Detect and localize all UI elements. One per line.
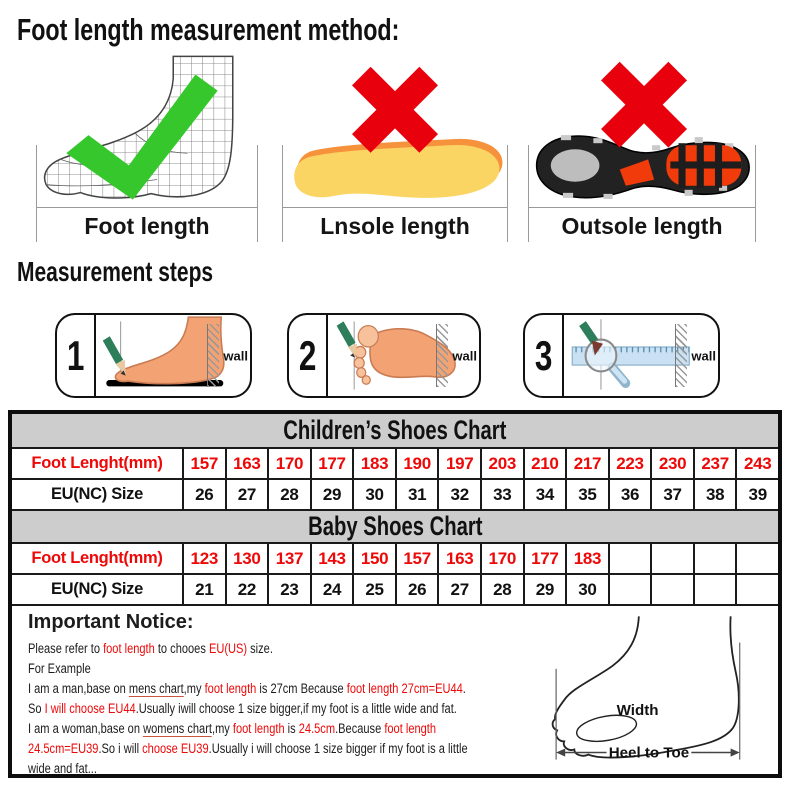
chart-cell: 34 [523,480,566,509]
row-label: EU(NC) Size [50,580,144,598]
eu-size-row [12,573,778,604]
chart-cell: 137 [267,544,310,573]
row-label: Foot Lenght(mm) [31,454,163,472]
chart-cell: 197 [437,449,480,478]
chart-cell: 210 [523,449,566,478]
chart-cell [608,544,651,573]
chart-cell [735,544,778,573]
chart-header [12,414,778,447]
chart-cell: 27 [437,575,480,604]
figure-outsole-length [528,52,756,242]
notice-line: 24.5cm=EU39.So i will choose EU39.Usually i will choose 1 size bigger if my foot is a little [28,741,468,756]
step-3-illustration [564,315,718,396]
chart-cell: 31 [395,480,438,509]
step-1-illustration [96,315,250,396]
chart-cell: 33 [480,480,523,509]
step-1-box [55,313,252,398]
heel-to-toe-label: Heel to Toe [608,744,690,762]
chart-cell [735,575,778,604]
chart-cell: 223 [608,449,651,478]
notice-line: wide and fat... [28,761,97,776]
chart-cell [650,544,693,573]
wall-label: wall [452,348,477,363]
chart-cell [608,575,651,604]
step-number: 1 [57,315,96,396]
baby-shoes-chart [12,509,778,604]
foot-measure-diagram [542,610,772,770]
chart-cell: 39 [735,480,778,509]
chart-cell: 28 [480,575,523,604]
row-label: EU(NC) Size [50,485,144,503]
figure-label: Outsole length [561,213,723,239]
figure-foot-length [36,52,258,242]
chart-cell: 29 [523,575,566,604]
steps-heading [17,256,278,288]
notice-line: I am a man,base on mens chart,my foot length is 27cm Because foot length 27cm=EU44. [28,681,466,696]
chart-cell: 25 [352,575,395,604]
chart-cell: 22 [225,575,268,604]
row-label: Foot Lenght(mm) [31,549,163,567]
chart-cell: 217 [565,449,608,478]
notice-line: I am a woman,base on womens chart,my foot length is 24.5cm.Because foot length [28,721,437,736]
notice-heading: Important Notice: [28,611,194,633]
chart-cell: 123 [182,544,225,573]
chart-cell: 230 [650,449,693,478]
chart-cell: 26 [395,575,438,604]
chart-cell: 237 [693,449,736,478]
foot-length-row [12,542,778,573]
pencil-icon [340,324,352,345]
chart-cell [693,544,736,573]
chart-cell: 157 [182,449,225,478]
page-title [17,12,527,48]
chart-cell: 23 [267,575,310,604]
wall-hatch [675,324,687,387]
wall-hatch [436,324,448,387]
pencil-icon [106,338,119,361]
chart-title: Children’s Shoes Chart [283,415,507,445]
wall-hatch [207,324,219,387]
chart-title: Baby Shoes Chart [307,511,483,541]
pencil-icon [582,324,594,342]
wall-label: wall [223,348,248,363]
chart-cell: 24 [310,575,353,604]
notice-line: Please refer to foot length to chooes EU(US) size. [28,641,273,656]
chart-cell: 29 [310,480,353,509]
chart-cell: 32 [437,480,480,509]
chart-cell: 177 [310,449,353,478]
chart-cell: 30 [352,480,395,509]
chart-cell: 203 [480,449,523,478]
figure-insole-length [282,52,508,242]
chart-cell [693,575,736,604]
steps-heading-text: Measurement steps [17,256,214,287]
width-label: Width [616,702,659,720]
chart-cell: 36 [608,480,651,509]
eu-size-row [12,478,778,509]
chart-cell: 28 [267,480,310,509]
children-shoes-chart [12,414,778,509]
chart-cell: 157 [395,544,438,573]
chart-cell: 170 [267,449,310,478]
foot-length-row [12,447,778,478]
chart-cell: 143 [310,544,353,573]
step-3-box [523,313,720,398]
chart-cell: 183 [565,544,608,573]
chart-cell: 150 [352,544,395,573]
notice-line: For Example [28,661,91,676]
wall-label: wall [691,348,716,363]
size-chart-box [8,410,782,778]
figure-label: Foot length [84,213,210,239]
notice-line: So I will choose EU44.Usually iwill choose 1 size bigger,if my foot is a little wide and fat. [28,701,457,716]
chart-header [12,509,778,542]
chart-cell: 21 [182,575,225,604]
chart-cell: 190 [395,449,438,478]
chart-cell: 38 [693,480,736,509]
figure-label: Lnsole length [320,213,470,239]
page-title-text: Foot length measurement method: [17,12,400,47]
step-2-illustration [328,315,479,396]
chart-cell: 183 [352,449,395,478]
chart-cell: 163 [437,544,480,573]
chart-cell: 170 [480,544,523,573]
chart-cell: 30 [565,575,608,604]
chart-cell: 35 [565,480,608,509]
step-2-box [287,313,481,398]
chart-cell: 243 [735,449,778,478]
chart-cell: 130 [225,544,268,573]
chart-cell: 26 [182,480,225,509]
step-number: 2 [289,315,328,396]
notice-lines [28,639,559,779]
chart-cell: 177 [523,544,566,573]
chart-cell: 27 [225,480,268,509]
chart-cell: 163 [225,449,268,478]
important-notice-section [12,604,778,774]
chart-cell [650,575,693,604]
chart-cell: 37 [650,480,693,509]
step-number: 3 [525,315,564,396]
